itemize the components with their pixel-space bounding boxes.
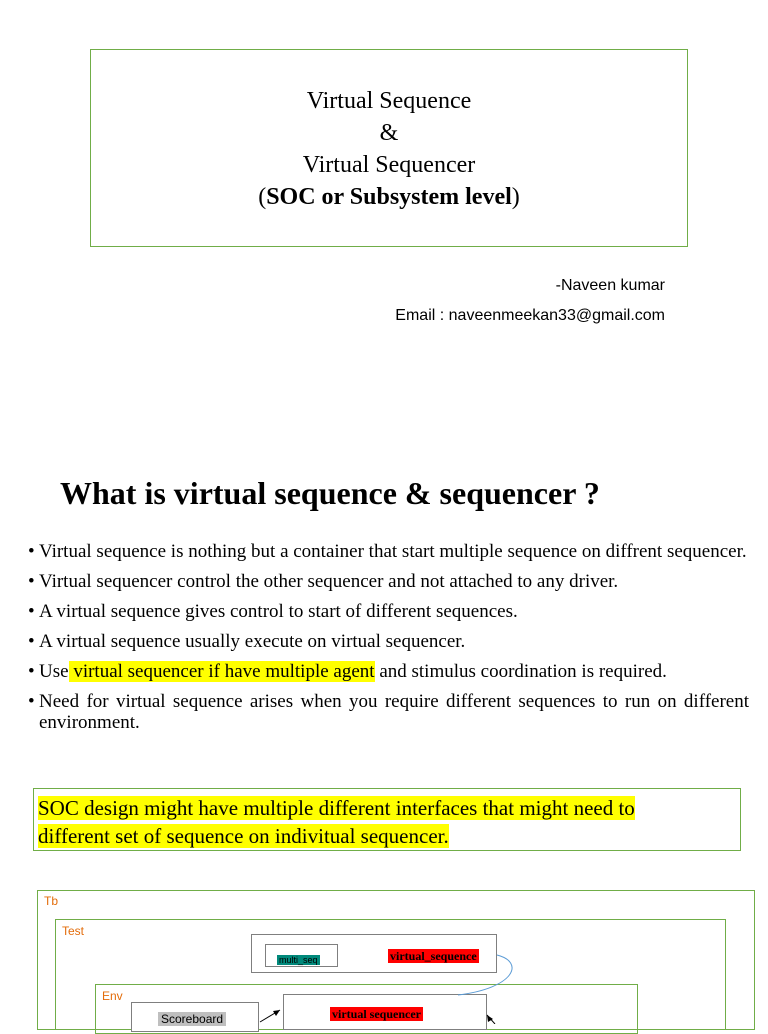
virtual-sequence-label: virtual_sequence <box>390 949 477 963</box>
bullet-item: • Use virtual sequencer if have multiple agent and stimulus coordination is required. <box>28 661 667 682</box>
slide-heading: What is virtual sequence & sequencer ? <box>60 475 600 511</box>
title-line-4: (SOC or Subsystem level) <box>258 184 520 210</box>
highlighted-text: virtual sequencer if have multiple agent <box>68 661 375 682</box>
multi-seq-label: multi_seq <box>279 955 318 965</box>
title-line-3: Virtual Sequencer <box>302 152 476 178</box>
env-label: Env <box>102 989 123 1003</box>
bullet-item: • Need for virtual sequence arises when you require different sequences to run on different environment. <box>28 691 749 733</box>
test-label: Test <box>62 924 85 938</box>
bullet-item: • Virtual sequencer control the other sequencer and not attached to any driver. <box>28 571 619 592</box>
soc-note: SOC design might have multiple different interfaces that might need to different set of sequence on indivitual sequencer. <box>38 796 635 848</box>
scoreboard-label: Scoreboard <box>158 1012 226 1026</box>
bullet-item: • Virtual sequence is nothing but a container that start multiple sequence on diffrent sequencer. <box>28 541 747 562</box>
title-bold: SOC or Subsystem level <box>266 184 512 210</box>
virtual-sequencer-label: virtual sequencer <box>332 1007 421 1021</box>
bullet-item: • A virtual sequence gives control to start of different sequences. <box>28 601 518 622</box>
tb-label: Tb <box>44 894 59 908</box>
title-line-2: & <box>379 120 399 146</box>
sequence-to-sequencer-arrow <box>458 955 512 995</box>
author-name: -Naveen kumar <box>555 277 665 294</box>
author-email: Email : naveenmeekan33@gmail.com <box>395 307 665 324</box>
bullet-item: • A virtual sequence usually execute on virtual sequencer. <box>28 631 466 652</box>
title-line-1: Virtual Sequence <box>306 88 472 114</box>
